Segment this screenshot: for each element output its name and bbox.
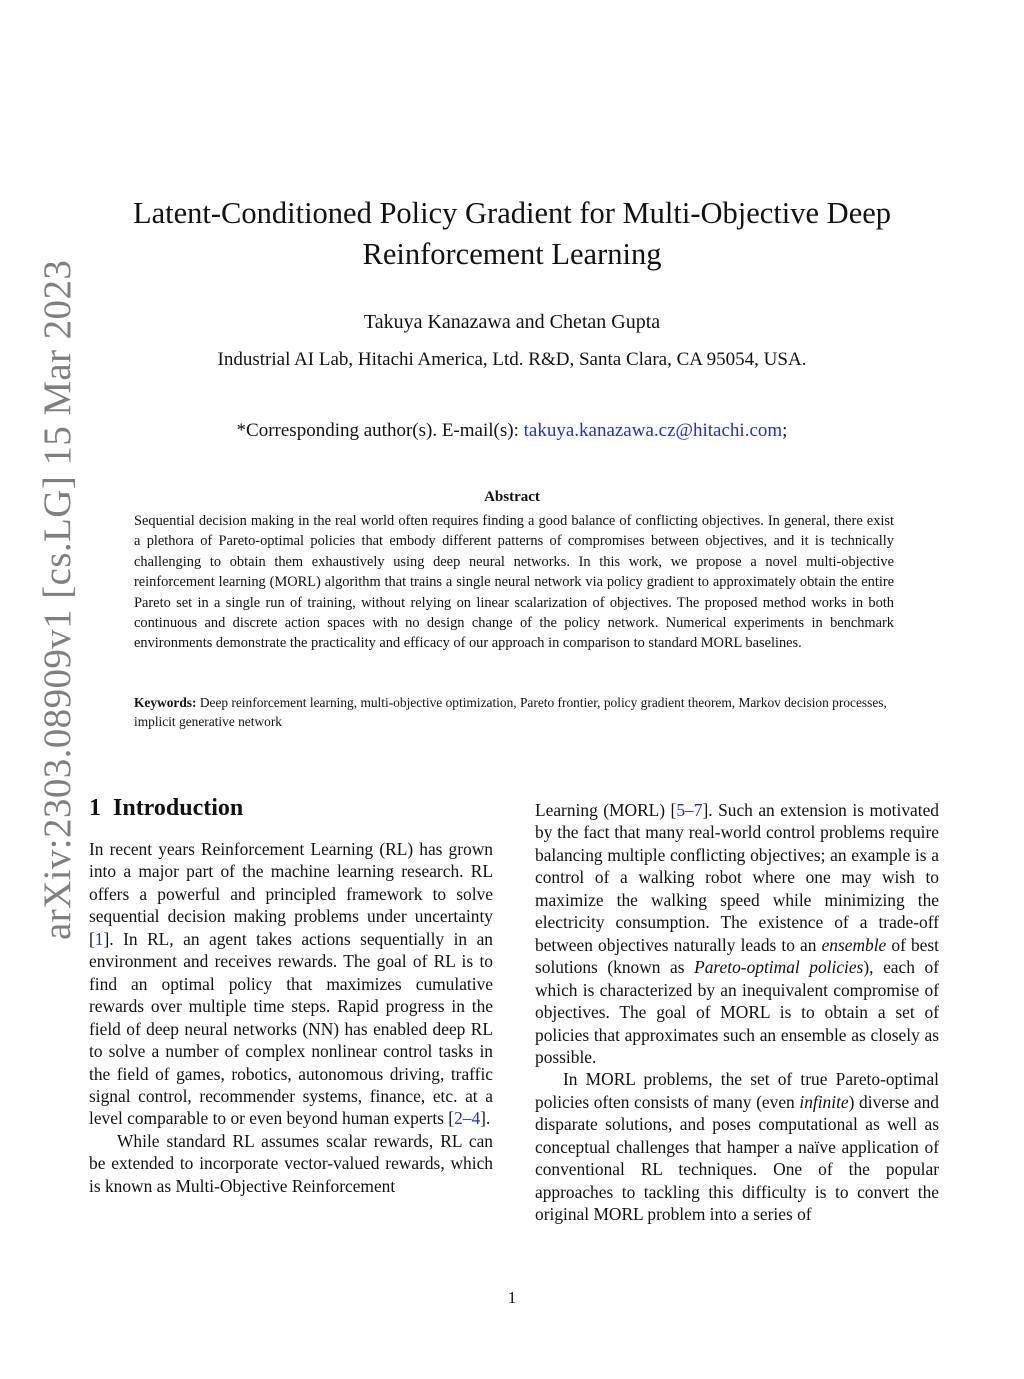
keywords-block <box>134 694 894 731</box>
corresponding-author-line <box>60 418 964 444</box>
citation-link[interactable]: 1 <box>94 928 104 949</box>
paragraph-text: of best solutions (known as <box>535 934 939 978</box>
keywords-label: Keywords: <box>134 695 197 710</box>
corresponding-suffix: ; <box>782 420 788 441</box>
abstract-text: Sequential decision making in the real world often requires finding a good balance of conflicting objectives. In general, there exist a plethora of Pareto-optimal policies that embody different patterns of compromises between objectives, and it is technically challenging to obtain them exhaustively using deep neural networks. In this work, we propose a novel multi-objective reinforcement learning (MORL) algorithm that trains a single neural network via policy gradient to approximately obtain the entire Pareto set in a single run of training, without relying on linear scalarization of objectives. The proposed method works in both continuous and discrete action spaces with no design change of the policy network. Numerical experiments in benchmark environments demonstrate the practicality and efficacy of our approach in comparison to standard MORL baselines. <box>134 513 894 652</box>
citation-link[interactable]: 2–4 <box>454 1108 481 1129</box>
paragraph-text: While standard RL assumes scalar rewards, RL can be extended to incorporate vector-valued rewards, which is known as Multi-Objective Reinforcement <box>89 1130 493 1196</box>
corresponding-prefix: *Corresponding author(s). E-mail(s): <box>236 420 524 441</box>
section-heading-introduction <box>89 791 243 825</box>
paragraph-text: In MORL problems, the set of true Pareto-optimal policies often consists of many (even <box>535 1069 939 1112</box>
keywords-text: Deep reinforcement learning, multi-objective optimization, Pareto frontier, policy gradient theorem, Markov decision processes, implicit generative network <box>134 695 887 729</box>
intro-paragraph-1 <box>89 838 493 1130</box>
author-affiliation: Industrial AI Lab, Hitachi America, Ltd. R&D, Santa Clara, CA 95054, USA. <box>217 349 807 370</box>
intro-paragraph-2-continued <box>535 799 939 1068</box>
section-title: Introduction <box>113 795 244 821</box>
paragraph-text: ]. In RL, an agent takes actions sequentially in an environment and receives rewards. The goal of RL is to find an optimal policy that maximizes cumulative rewards over multiple time steps. Rapid progress in the field of deep neural networks (NN) has enabled deep RL to solve a number of complex nonlinear control tasks in the field of games, robotics, autonomous driving, traffic signal control, recommender systems, finance, etc. at a level comparable to or even beyond human experts [ <box>89 928 493 1129</box>
author-list: Takuya Kanazawa and Chetan Gupta <box>363 311 661 333</box>
abstract-heading: Abstract <box>484 489 540 505</box>
paragraph-text: In recent years Reinforcement Learning (RL) has grown into a major part of the machine learning research. RL offers a powerful and principled framework to solve sequential decision making problems under uncertainty [ <box>89 839 493 949</box>
paragraph-text: ) diverse and disparate solutions, and poses computational as well as conceptual challenges that hamper a naïve application of conventional RL techniques. One of the popular approaches to tackling this difficulty is to convert the original MORL problem into a series of <box>535 1091 939 1225</box>
arxiv-identifier-stamp: arXiv:2303.08909v1 [cs.LG] 15 Mar 2023 <box>36 259 79 940</box>
paragraph-text: ]. Such an extension is motivated by the fact that many real-world control problems require balancing multiple conflicting objectives; an example is a control of a walking robot where one may wish to maximize the walking speed while minimizing the electricity consumption. The existence of a trade-off between objectives naturally leads to an <box>535 800 939 955</box>
section-number: 1 <box>89 795 101 821</box>
emphasis-text: Pareto-optimal policies <box>694 957 864 978</box>
corresponding-email-link[interactable]: takuya.kanazawa.cz@hitachi.com <box>523 420 783 441</box>
paragraph-text: ), each of which is characterized by an inequivalent compromise of objectives. The goal of MORL is to obtain a set of policies that approximates such an ensemble as closely as possible. <box>535 957 939 1067</box>
right-column <box>535 799 939 1226</box>
emphasis-text: ensemble <box>821 934 887 955</box>
intro-paragraph-3 <box>535 1068 939 1225</box>
paragraph-text: Learning (MORL) [ <box>535 800 677 820</box>
paragraph-text: ]. <box>480 1108 491 1129</box>
emphasis-text: infinite <box>799 1091 849 1112</box>
citation-link[interactable]: 5–7 <box>676 800 703 820</box>
paper-title: Latent-Conditioned Policy Gradient for Multi-Objective Deep Reinforcement Learning <box>132 196 892 271</box>
left-column <box>89 838 493 1197</box>
page-number: 1 <box>507 1288 517 1307</box>
intro-paragraph-2 <box>89 1130 493 1197</box>
